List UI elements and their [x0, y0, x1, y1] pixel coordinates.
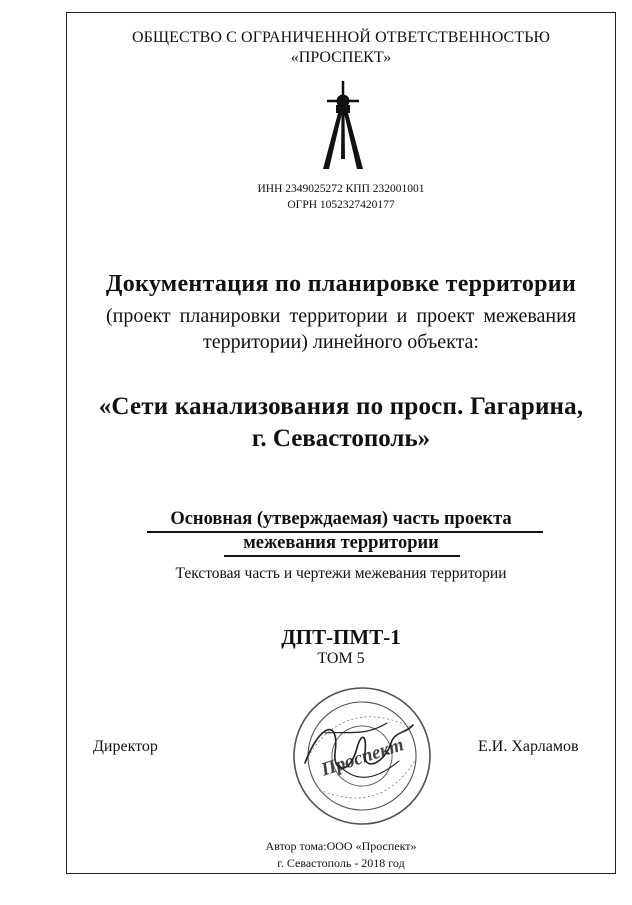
part-title-line1: Основная (утверждаемая) часть проекта: [170, 509, 512, 529]
inn-kpp-text: ИНН 2349025272 КПП 232001001: [257, 183, 425, 195]
document-title: Документация по планировке территории: [105, 271, 577, 297]
document-page-frame: [66, 12, 616, 874]
document-subtitle-line2: территории) линейного объекта:: [202, 331, 479, 353]
document-code: ДПТ-ПМТ-1: [281, 625, 401, 649]
part-title-line2: межевания территории: [243, 533, 439, 553]
part-subtitle: Текстовая часть и чертежи межевания территории: [175, 565, 507, 582]
stamp-center-text: Проспект: [318, 734, 407, 781]
city-and-year: г. Севастополь - 2018 год: [277, 856, 405, 870]
object-name-line2: г. Севастополь»: [251, 425, 431, 452]
company-name-line1: ОБЩЕСТВО С ОГРАНИЧЕННОЙ ОТВЕТСТВЕННОСТЬЮ: [131, 29, 551, 46]
part-title-underline-2: [224, 555, 460, 557]
director-name: Е.И. Харламов: [478, 738, 579, 755]
theodolite-tripod-icon: [317, 81, 369, 171]
director-label: Директор: [93, 738, 158, 755]
company-name-line2: «ПРОСПЕКТ»: [290, 49, 392, 66]
ogrn-text: ОГРН 1052327420177: [287, 199, 395, 211]
document-subtitle-line1: (проект планировки территории и проект межевания: [105, 305, 577, 327]
volume-author: Автор тома:ООО «Проспект»: [265, 839, 417, 853]
volume-label: ТОМ 5: [317, 650, 365, 667]
object-name-line1: «Сети канализования по просп. Гагарина,: [98, 393, 584, 420]
director-signature: [295, 703, 425, 793]
